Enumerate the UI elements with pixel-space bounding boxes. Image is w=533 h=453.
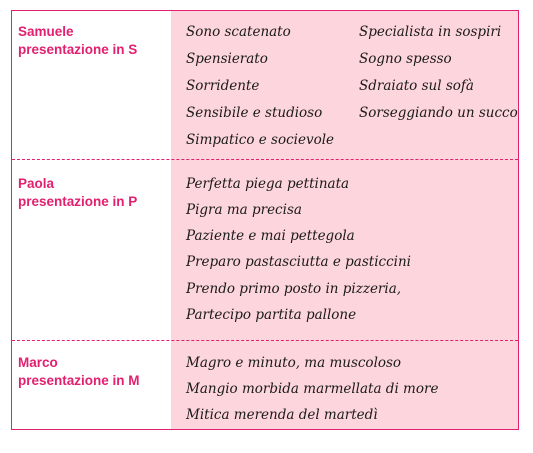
phrase-item: Sono scatenato	[186, 24, 291, 40]
phrase-item: Sogno spesso	[359, 51, 452, 67]
phrase-item: Simpatico e socievole	[186, 132, 335, 148]
phrase-item: Sorridente	[186, 78, 260, 94]
alliteration-table	[11, 10, 519, 430]
person-name: Paola	[18, 176, 55, 191]
row-name-marco	[18, 354, 140, 390]
phrase-item: Sorseggiando un succo	[359, 105, 518, 121]
phrase-item: Preparo pastasciutta e pasticcini	[186, 254, 411, 270]
phrase-item: Paziente e mai pettegola	[186, 228, 355, 244]
presentation-subtitle: presentazione in M	[18, 373, 140, 388]
phrase-item: Mangio morbida marmellata di more	[186, 381, 439, 397]
row-divider	[12, 340, 518, 341]
phrase-item: Pigra ma precisa	[186, 202, 302, 218]
phrase-item: Spensierato	[186, 51, 268, 67]
phrase-item: Magro e minuto, ma muscoloso	[186, 355, 402, 371]
presentation-subtitle: presentazione in P	[18, 194, 138, 209]
row-divider	[12, 159, 518, 160]
phrase-item: Specialista in sospiri	[359, 24, 502, 40]
row-name-samuele	[18, 23, 137, 59]
person-name: Marco	[18, 355, 58, 370]
presentation-subtitle: presentazione in S	[18, 42, 138, 57]
phrase-item: Mitica merenda del martedì	[186, 407, 378, 423]
phrase-item: Sdraiato sul sofà	[359, 78, 474, 94]
phrase-item: Partecipo partita pallone	[186, 307, 357, 323]
phrase-item: Sensibile e studioso	[186, 105, 323, 121]
phrase-item: Prendo primo posto in pizzeria,	[186, 281, 402, 297]
phrase-item: Perfetta piega pettinata	[186, 176, 350, 192]
row-name-paola	[18, 175, 137, 211]
person-name: Samuele	[18, 24, 74, 39]
